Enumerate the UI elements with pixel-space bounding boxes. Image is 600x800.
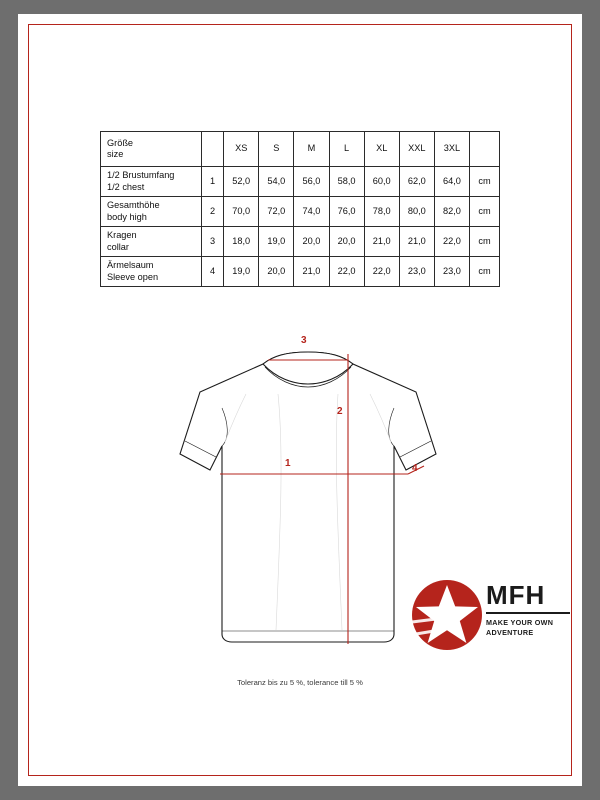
header-size-m: M xyxy=(294,132,329,167)
row-label-chest-en: 1/2 chest xyxy=(107,181,145,192)
row-unit-chest: cm xyxy=(470,167,500,197)
row-index-collar: 3 xyxy=(201,227,223,257)
cell-collar-s: 19,0 xyxy=(259,227,294,257)
marker-body-high: 2 xyxy=(337,406,343,417)
header-unit xyxy=(470,132,500,167)
row-label-body-de: Gesamthöhe xyxy=(107,200,160,210)
header-size-xxl: XXL xyxy=(399,132,434,167)
table-header-row xyxy=(101,132,500,167)
logo-brand: MFH xyxy=(486,580,546,610)
cell-body-xs: 70,0 xyxy=(224,197,259,227)
row-label-collar-en: collar xyxy=(107,241,129,252)
cell-sleeve-3xl: 23,0 xyxy=(434,257,469,287)
star-icon xyxy=(410,578,484,652)
logo-tagline-line2: ADVENTURE xyxy=(486,627,534,637)
cell-sleeve-xxl: 23,0 xyxy=(399,257,434,287)
cell-sleeve-xs: 19,0 xyxy=(224,257,259,287)
cell-collar-xs: 18,0 xyxy=(224,227,259,257)
size-chart-table xyxy=(100,131,500,287)
marker-sleeve-open: 4 xyxy=(412,463,418,474)
header-size-xs: XS xyxy=(224,132,259,167)
cell-body-l: 76,0 xyxy=(329,197,364,227)
cell-body-xxl: 80,0 xyxy=(399,197,434,227)
table-row xyxy=(101,167,500,197)
document-page xyxy=(18,14,582,786)
cell-sleeve-s: 20,0 xyxy=(259,257,294,287)
cell-body-s: 72,0 xyxy=(259,197,294,227)
cell-collar-xxl: 21,0 xyxy=(399,227,434,257)
cell-collar-l: 20,0 xyxy=(329,227,364,257)
row-label-sleeve xyxy=(101,257,202,287)
header-size-de: Größe xyxy=(107,137,134,148)
cell-body-m: 74,0 xyxy=(294,197,329,227)
cell-chest-s: 54,0 xyxy=(259,167,294,197)
cell-collar-xl: 21,0 xyxy=(364,227,399,257)
header-size-l: L xyxy=(329,132,364,167)
header-size-xl: XL xyxy=(364,132,399,167)
header-size-en: size xyxy=(107,149,124,159)
row-label-chest xyxy=(101,167,202,197)
row-label-collar-de: Kragen xyxy=(107,230,137,240)
row-unit-collar: cm xyxy=(470,227,500,257)
logo-wordmark xyxy=(486,582,572,638)
header-size-label xyxy=(101,132,202,167)
tolerance-note: Toleranz bis zu 5 %, tolerance till 5 % xyxy=(237,678,363,687)
brand-logo xyxy=(410,576,570,666)
cell-sleeve-xl: 22,0 xyxy=(364,257,399,287)
marker-collar: 3 xyxy=(301,335,307,346)
cell-body-3xl: 82,0 xyxy=(434,197,469,227)
cell-sleeve-l: 22,0 xyxy=(329,257,364,287)
cell-chest-xxl: 62,0 xyxy=(399,167,434,197)
row-label-chest-de: 1/2 Brustumfang xyxy=(107,170,175,180)
header-size-3xl: 3XL xyxy=(434,132,469,167)
table-row xyxy=(101,257,500,287)
cell-chest-xs: 52,0 xyxy=(224,167,259,197)
row-label-body-en: body high xyxy=(107,211,147,222)
row-label-sleeve-en: Sleeve open xyxy=(107,271,159,282)
cell-collar-m: 20,0 xyxy=(294,227,329,257)
row-index-sleeve: 4 xyxy=(201,257,223,287)
row-index-chest: 1 xyxy=(201,167,223,197)
row-label-sleeve-de: Ärmelsaum xyxy=(107,260,154,270)
row-unit-body: cm xyxy=(470,197,500,227)
cell-body-xl: 78,0 xyxy=(364,197,399,227)
row-label-body xyxy=(101,197,202,227)
cell-chest-m: 56,0 xyxy=(294,167,329,197)
shirt-body-outline xyxy=(180,352,436,642)
marker-chest: 1 xyxy=(285,458,291,469)
table-row xyxy=(101,227,500,257)
row-label-collar xyxy=(101,227,202,257)
header-index xyxy=(201,132,223,167)
logo-divider xyxy=(486,612,570,614)
cell-sleeve-m: 21,0 xyxy=(294,257,329,287)
logo-tagline-line1: MAKE YOUR OWN xyxy=(486,617,554,627)
cell-collar-3xl: 22,0 xyxy=(434,227,469,257)
cell-chest-xl: 60,0 xyxy=(364,167,399,197)
table-row xyxy=(101,197,500,227)
row-unit-sleeve: cm xyxy=(470,257,500,287)
header-size-s: S xyxy=(259,132,294,167)
cell-chest-3xl: 64,0 xyxy=(434,167,469,197)
cell-chest-l: 58,0 xyxy=(329,167,364,197)
row-index-body: 2 xyxy=(201,197,223,227)
